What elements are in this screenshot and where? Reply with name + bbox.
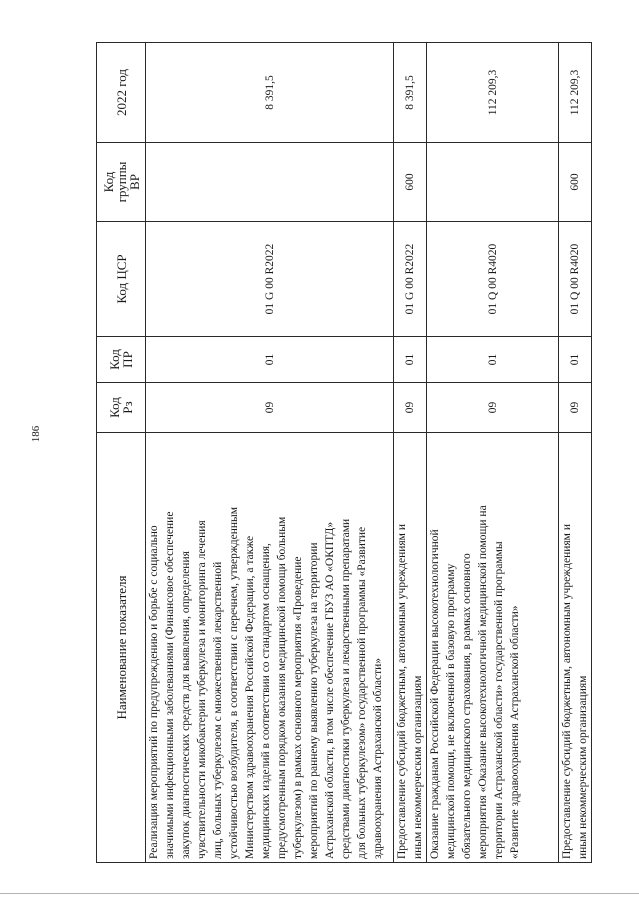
rotated-page-content	[96, 43, 589, 863]
row-rz: 09	[394, 383, 427, 433]
name-line: чувствительности микобактерии туберкулеза и мониторинга лечения	[196, 520, 208, 859]
name-line: значимыми инфекционными заболеваниями (Финансовое обеспечение	[164, 511, 176, 859]
row-amount: 8 391,5	[146, 43, 394, 143]
name-line: мероприятия «Оказание высокотехнологичной медицинской помощи на	[477, 505, 489, 859]
table-row	[146, 43, 394, 863]
row-rz: 09	[427, 383, 559, 433]
table-row	[559, 43, 592, 863]
row-csr: 01 G 00 R2022	[146, 222, 394, 337]
row-name	[146, 433, 394, 863]
name-line: средствами диагностики туберкулеза и лекарственными препаратами	[340, 518, 352, 859]
header-name: Наименование показателя	[97, 433, 146, 863]
row-name	[427, 433, 559, 863]
name-line: обязательного медицинского страхования, в рамках основного	[461, 553, 473, 859]
row-pr: 01	[146, 337, 394, 383]
header-pr: Код ПР	[97, 337, 146, 383]
name-line: лиц, больных туберкулезом с множественной лекарственной	[212, 561, 224, 859]
header-rz: Код Рз	[97, 383, 146, 433]
row-vr	[146, 143, 394, 222]
name-line: «Развитие здравоохранения Астраханской области»	[509, 605, 521, 859]
header-csr: Код ЦСР	[97, 222, 146, 337]
row-vr: 600	[394, 143, 427, 222]
row-name	[559, 433, 592, 863]
row-vr: 600	[559, 143, 592, 222]
name-line: иным некоммерческим организациям	[577, 675, 589, 859]
row-amount: 112 209,3	[559, 43, 592, 143]
name-line: Предоставление субсидий бюджетным, автономным учреждениям и	[561, 524, 573, 859]
page-number: 186	[30, 425, 42, 443]
row-amount: 8 391,5	[394, 43, 427, 143]
name-line: территории Астраханской области» государственной программы	[493, 541, 505, 859]
name-line: Оказание гражданам Российской Федерации высокотехнологичной	[429, 529, 441, 859]
name-line: Реализация мероприятий по предупреждению и борьбе с социально	[148, 525, 160, 859]
row-pr: 01	[559, 337, 592, 383]
name-line: мероприятий по раннему выявлению туберкулеза на территории	[308, 542, 320, 859]
row-csr: 01 Q 00 R4020	[559, 222, 592, 337]
row-pr: 01	[394, 337, 427, 383]
table-row	[394, 43, 427, 863]
name-line: для больных туберкулезом» государственной программы «Развитие	[356, 526, 368, 859]
row-pr: 01	[427, 337, 559, 383]
name-line: медицинской помощи, не включенной в базовую программу	[445, 563, 457, 859]
row-csr: 01 Q 00 R4020	[427, 222, 559, 337]
header-row	[97, 43, 146, 863]
name-line: Астраханской области, в том числе обеспечение ГБУЗ АО «ОКПТД»	[324, 521, 336, 859]
table-row	[427, 43, 559, 863]
row-csr: 01 G 00 R2022	[394, 222, 427, 337]
row-amount: 112 209,3	[427, 43, 559, 143]
name-line: Министерством здравоохранения Российской Федерации, а также	[244, 535, 256, 859]
row-rz: 09	[559, 383, 592, 433]
row-vr	[427, 143, 559, 222]
name-line: здравоохранения Астраханской области»	[372, 657, 384, 859]
row-rz: 09	[146, 383, 394, 433]
name-line: туберкулезом) в рамках основного мероприятия «Проведение	[292, 556, 304, 859]
bottom-divider	[0, 893, 639, 894]
row-name	[394, 433, 427, 863]
name-line: устойчивостью возбудителя, в соответствии с перечнем, утвержденным	[228, 506, 240, 859]
name-line: медицинских изделий в соответствии со стандартом оснащения,	[260, 543, 272, 859]
header-amount: 2022 год	[97, 43, 146, 143]
name-line: предусмотренным порядком оказания медицинской помощи больным	[276, 516, 288, 859]
name-line: Предоставление субсидий бюджетным, автономным учреждениям и	[396, 524, 408, 859]
name-line: закупок диагностических средств для выявления, определения	[180, 551, 192, 859]
budget-table	[96, 42, 592, 863]
name-line: иным некоммерческим организациям	[412, 675, 424, 859]
header-vr: Код группы ВР	[97, 143, 146, 222]
